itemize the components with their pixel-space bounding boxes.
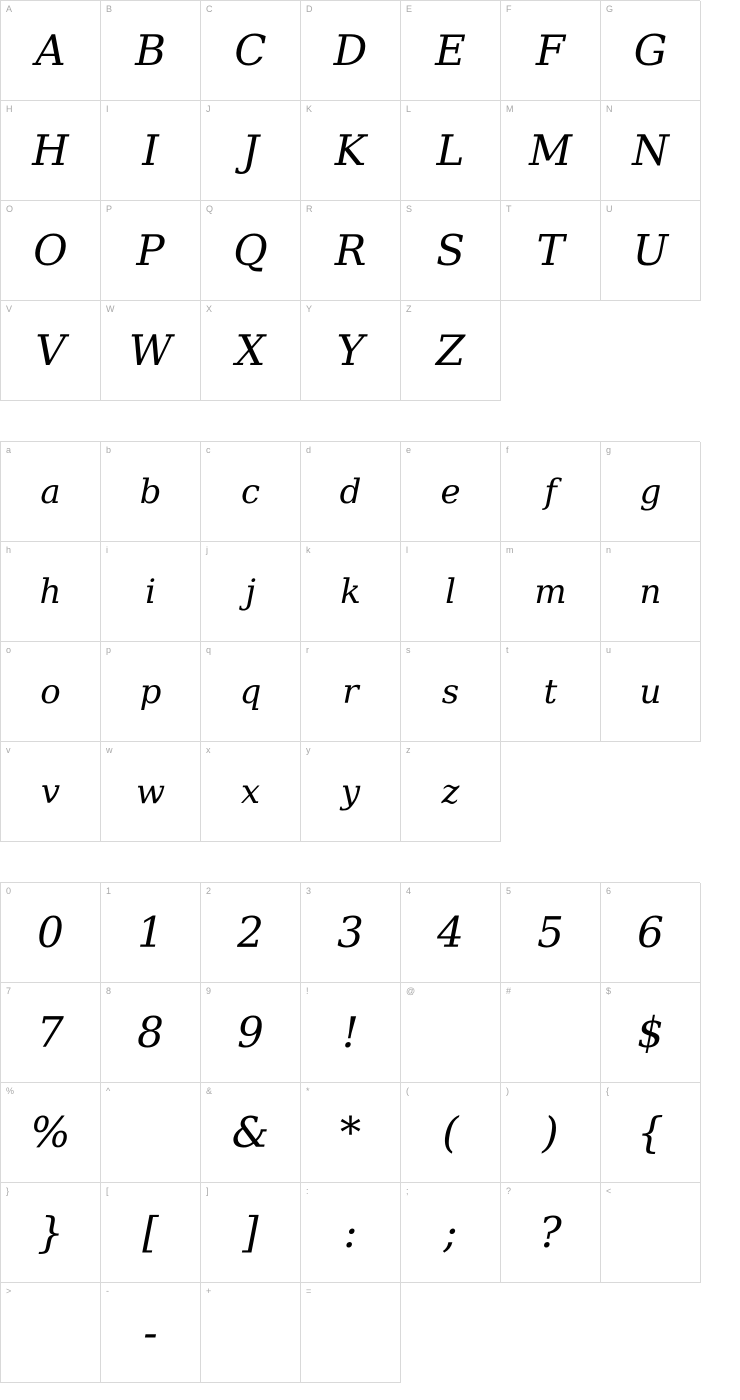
glyph-tag: i xyxy=(106,545,108,555)
glyph-cell[interactable] xyxy=(401,201,501,301)
glyph-tag: ? xyxy=(506,1186,512,1196)
glyph-cell[interactable] xyxy=(201,301,301,401)
glyph-cell[interactable] xyxy=(101,1083,201,1183)
glyph-tag: b xyxy=(106,445,112,455)
glyph-tag: t xyxy=(506,645,509,655)
glyph-tag: > xyxy=(6,1286,12,1296)
glyph-character: X xyxy=(235,325,266,375)
block-gap-1 xyxy=(0,401,700,441)
glyph-cell[interactable] xyxy=(401,101,501,201)
glyph-cell[interactable] xyxy=(301,1183,401,1283)
glyph-tag: T xyxy=(506,204,512,214)
glyph-character: w xyxy=(135,771,166,812)
glyph-tag: j xyxy=(206,545,208,555)
glyph-cell[interactable] xyxy=(201,883,301,983)
glyph-character: 2 xyxy=(237,907,264,957)
glyph-cell[interactable] xyxy=(301,1083,401,1183)
glyph-character: 6 xyxy=(637,907,664,957)
glyph-tag: 4 xyxy=(406,886,412,896)
glyph-cell[interactable] xyxy=(1,301,101,401)
glyph-tag: ) xyxy=(506,1086,509,1096)
glyph-cell[interactable] xyxy=(301,983,401,1083)
glyph-cell[interactable] xyxy=(201,542,301,642)
block-gap-2 xyxy=(0,842,700,882)
glyph-character: o xyxy=(40,671,61,712)
glyph-tag: Z xyxy=(406,304,412,314)
glyph-cell[interactable] xyxy=(301,542,401,642)
glyph-tag: 0 xyxy=(6,886,12,896)
glyph-cell[interactable] xyxy=(101,642,201,742)
glyph-cell[interactable] xyxy=(201,983,301,1083)
glyph-character: E xyxy=(435,25,466,75)
glyph-cell[interactable] xyxy=(501,1183,601,1283)
glyph-character: s xyxy=(441,671,460,712)
glyph-cell[interactable] xyxy=(101,742,201,842)
glyph-character: y xyxy=(340,771,361,812)
glyph-tag: d xyxy=(306,445,312,455)
glyph-character: V xyxy=(35,325,66,375)
glyph-character: h xyxy=(39,571,62,612)
glyph-character: 0 xyxy=(37,907,64,957)
glyph-tag: 6 xyxy=(606,886,612,896)
glyph-tag: O xyxy=(6,204,14,214)
glyph-tag: S xyxy=(406,204,413,214)
glyph-tag: G xyxy=(606,4,614,14)
glyph-character: d xyxy=(339,471,362,512)
glyph-cell[interactable] xyxy=(101,883,201,983)
glyph-tag: C xyxy=(206,4,213,14)
glyph-cell[interactable] xyxy=(501,983,601,1083)
glyph-character: ) xyxy=(542,1107,559,1157)
glyph-cell[interactable] xyxy=(101,1183,201,1283)
glyph-cell[interactable] xyxy=(301,642,401,742)
glyph-tag: Q xyxy=(206,204,214,214)
glyph-character: J xyxy=(242,125,259,175)
glyph-tag: N xyxy=(606,104,613,114)
glyph-cell[interactable] xyxy=(601,1083,701,1183)
glyph-tag: h xyxy=(6,545,12,555)
glyph-tag: D xyxy=(306,4,313,14)
glyph-character: [ xyxy=(142,1207,159,1257)
glyph-tag: a xyxy=(6,445,12,455)
glyph-tag: B xyxy=(106,4,113,14)
glyph-cell[interactable] xyxy=(301,201,401,301)
glyph-cell[interactable] xyxy=(201,442,301,542)
glyph-character: N xyxy=(632,125,669,175)
glyph-tag: ] xyxy=(206,1186,209,1196)
glyph-cell[interactable] xyxy=(1,101,101,201)
glyph-character: O xyxy=(33,225,68,275)
glyph-cell[interactable] xyxy=(401,542,501,642)
glyph-character: C xyxy=(234,25,267,75)
glyph-tag: F xyxy=(506,4,512,14)
glyph-tag: & xyxy=(206,1086,213,1096)
glyph-cell[interactable] xyxy=(401,301,501,401)
glyph-character: U xyxy=(632,225,669,275)
glyph-character: x xyxy=(240,771,261,812)
glyph-cell[interactable] xyxy=(1,542,101,642)
glyph-character: l xyxy=(445,571,456,612)
glyph-tag: A xyxy=(6,4,13,14)
glyph-tag: o xyxy=(6,645,12,655)
glyph-character: i xyxy=(145,571,156,612)
glyph-character: Z xyxy=(435,325,466,375)
glyph-tag: ! xyxy=(306,986,309,996)
glyph-cell[interactable] xyxy=(601,101,701,201)
glyph-cell[interactable] xyxy=(401,883,501,983)
glyph-cell[interactable] xyxy=(1,201,101,301)
glyph-tag: I xyxy=(106,104,109,114)
glyph-character: b xyxy=(139,471,162,512)
glyph-tag: r xyxy=(306,645,309,655)
glyph-tag: 8 xyxy=(106,986,112,996)
glyph-tag: - xyxy=(106,1286,109,1296)
glyph-cell[interactable] xyxy=(401,1183,501,1283)
glyph-tag: L xyxy=(406,104,412,114)
glyph-character: G xyxy=(633,25,668,75)
glyph-cell[interactable] xyxy=(301,301,401,401)
glyph-tag: } xyxy=(6,1186,10,1196)
glyph-tag: Y xyxy=(306,304,313,314)
glyph-tag: = xyxy=(306,1286,312,1296)
glyph-tag: W xyxy=(106,304,115,314)
glyph-cell[interactable] xyxy=(101,1,201,101)
glyph-tag: v xyxy=(6,745,11,755)
glyph-tag: $ xyxy=(606,986,612,996)
glyph-tag: 5 xyxy=(506,886,512,896)
glyph-tag: U xyxy=(606,204,613,214)
glyph-cell[interactable] xyxy=(101,101,201,201)
glyph-character: K xyxy=(334,125,367,175)
glyph-cell-empty xyxy=(401,1283,501,1383)
glyph-character: 5 xyxy=(537,907,564,957)
glyph-tag: ^ xyxy=(106,1086,111,1096)
glyph-cell[interactable] xyxy=(601,442,701,542)
glyph-cell[interactable] xyxy=(601,1,701,101)
glyph-cell[interactable] xyxy=(501,1083,601,1183)
glyph-character: 7 xyxy=(37,1007,64,1057)
glyph-cell[interactable] xyxy=(501,201,601,301)
glyph-tag: s xyxy=(406,645,411,655)
glyph-cell[interactable] xyxy=(301,1283,401,1383)
glyph-cell[interactable] xyxy=(101,542,201,642)
glyph-cell[interactable] xyxy=(501,883,601,983)
glyph-character: ( xyxy=(442,1107,459,1157)
glyph-tag: n xyxy=(606,545,612,555)
glyph-cell-empty xyxy=(501,301,601,401)
glyph-tag: M xyxy=(506,104,514,114)
glyph-character: m xyxy=(534,571,567,612)
glyph-cell[interactable] xyxy=(501,1,601,101)
glyph-cell[interactable] xyxy=(201,201,301,301)
glyph-tag: ( xyxy=(406,1086,409,1096)
glyph-cell[interactable] xyxy=(301,442,401,542)
glyph-cell[interactable] xyxy=(201,1183,301,1283)
glyph-cell[interactable] xyxy=(501,642,601,742)
glyph-cell[interactable] xyxy=(1,883,101,983)
glyph-tag: [ xyxy=(106,1186,109,1196)
glyph-tag: u xyxy=(606,645,612,655)
glyph-tag: { xyxy=(606,1086,610,1096)
glyph-character: a xyxy=(40,471,61,512)
glyph-character: f xyxy=(544,471,557,512)
glyph-character: ; xyxy=(443,1207,458,1257)
glyph-character: & xyxy=(231,1107,270,1157)
glyph-cell[interactable] xyxy=(1,442,101,542)
glyph-cell[interactable] xyxy=(1,983,101,1083)
glyph-cell[interactable] xyxy=(201,1083,301,1183)
glyph-character: g xyxy=(639,471,662,512)
glyph-tag: m xyxy=(506,545,514,555)
glyph-tag: z xyxy=(406,745,411,755)
glyph-cell[interactable] xyxy=(601,1183,701,1283)
glyph-character: ! xyxy=(342,1007,359,1057)
glyph-tag: J xyxy=(206,104,211,114)
glyph-tag: g xyxy=(606,445,612,455)
lowercase-block xyxy=(0,441,700,842)
glyph-character: Q xyxy=(233,225,268,275)
glyph-tag: R xyxy=(306,204,313,214)
glyph-tag: x xyxy=(206,745,211,755)
glyph-cell[interactable] xyxy=(601,201,701,301)
glyph-tag: k xyxy=(306,545,311,555)
glyph-cell[interactable] xyxy=(401,442,501,542)
glyph-character: } xyxy=(37,1207,64,1257)
glyph-character: { xyxy=(637,1107,664,1157)
glyph-cell[interactable] xyxy=(501,442,601,542)
glyph-cell[interactable] xyxy=(601,983,701,1083)
glyph-tag: * xyxy=(306,1086,310,1096)
glyph-character: k xyxy=(340,571,361,612)
glyph-tag: K xyxy=(306,104,313,114)
glyph-cell[interactable] xyxy=(301,883,401,983)
glyph-cell[interactable] xyxy=(301,742,401,842)
glyph-character: j xyxy=(245,571,256,612)
glyph-tag: p xyxy=(106,645,112,655)
glyph-cell[interactable] xyxy=(1,1083,101,1183)
glyph-character: p xyxy=(139,671,162,712)
glyph-character: 9 xyxy=(237,1007,264,1057)
glyph-character: $ xyxy=(637,1007,664,1057)
glyph-character: 4 xyxy=(437,907,464,957)
glyph-character: ] xyxy=(242,1207,259,1257)
glyph-tag: 2 xyxy=(206,886,212,896)
glyph-cell[interactable] xyxy=(101,201,201,301)
glyph-character: 8 xyxy=(137,1007,164,1057)
glyph-character: H xyxy=(32,125,69,175)
glyph-cell[interactable] xyxy=(101,983,201,1083)
glyph-cell[interactable] xyxy=(401,983,501,1083)
glyph-cell-empty xyxy=(601,1283,701,1383)
glyph-character: F xyxy=(535,25,566,75)
glyph-character: L xyxy=(436,125,465,175)
glyph-cell[interactable] xyxy=(101,442,201,542)
glyph-character: M xyxy=(528,125,572,175)
glyph-tag: c xyxy=(206,445,211,455)
glyph-character: u xyxy=(639,671,662,712)
glyph-cell[interactable] xyxy=(501,101,601,201)
glyph-tag: 1 xyxy=(106,886,112,896)
glyph-tag: : xyxy=(306,1186,309,1196)
glyph-tag: < xyxy=(606,1186,612,1196)
glyph-tag: H xyxy=(6,104,13,114)
uppercase-block xyxy=(0,0,700,401)
glyph-cell[interactable] xyxy=(1,642,101,742)
glyph-tag: X xyxy=(206,304,213,314)
glyph-tag: % xyxy=(6,1086,15,1096)
glyph-character: ? xyxy=(539,1207,562,1257)
glyph-tag: ; xyxy=(406,1186,409,1196)
glyph-tag: l xyxy=(406,545,408,555)
glyph-cell[interactable] xyxy=(401,742,501,842)
glyph-character: % xyxy=(30,1107,71,1157)
glyph-cell[interactable] xyxy=(201,742,301,842)
glyph-character: T xyxy=(536,225,565,275)
glyph-tag: e xyxy=(406,445,412,455)
glyph-cell[interactable] xyxy=(201,642,301,742)
glyph-tag: V xyxy=(6,304,13,314)
glyph-cell[interactable] xyxy=(1,1183,101,1283)
glyph-tag: + xyxy=(206,1286,212,1296)
glyph-cell[interactable] xyxy=(101,1283,201,1383)
glyph-character: A xyxy=(35,25,66,75)
glyph-character: D xyxy=(333,25,368,75)
glyph-cell[interactable] xyxy=(1,742,101,842)
glyph-character: S xyxy=(436,225,465,275)
glyph-cell-empty xyxy=(501,1283,601,1383)
glyph-tag: w xyxy=(106,745,113,755)
glyph-character: I xyxy=(142,125,159,175)
glyph-character: - xyxy=(143,1307,158,1357)
glyph-character: z xyxy=(441,771,460,812)
glyph-cell[interactable] xyxy=(201,101,301,201)
glyph-character: Y xyxy=(336,325,365,375)
glyph-character: q xyxy=(239,671,262,712)
glyph-tag: q xyxy=(206,645,212,655)
glyph-cell[interactable] xyxy=(301,101,401,201)
glyph-cell[interactable] xyxy=(501,542,601,642)
glyph-cell[interactable] xyxy=(1,1283,101,1383)
glyph-character: r xyxy=(342,671,359,712)
glyph-tag: 7 xyxy=(6,986,12,996)
glyph-character: : xyxy=(343,1207,358,1257)
glyph-cell[interactable] xyxy=(601,883,701,983)
glyph-tag: # xyxy=(506,986,512,996)
glyph-character: t xyxy=(543,671,558,712)
glyph-cell[interactable] xyxy=(401,1083,501,1183)
glyph-character: R xyxy=(334,225,367,275)
glyph-character: B xyxy=(135,25,166,75)
glyph-cell[interactable] xyxy=(201,1,301,101)
glyph-character: 1 xyxy=(137,907,164,957)
glyph-cell[interactable] xyxy=(401,1,501,101)
glyph-character: e xyxy=(440,471,461,512)
glyph-cell[interactable] xyxy=(301,1,401,101)
glyph-cell[interactable] xyxy=(601,542,701,642)
glyph-tag: 3 xyxy=(306,886,312,896)
symbols-block xyxy=(0,882,700,1383)
glyph-tag: 9 xyxy=(206,986,212,996)
glyph-tag: P xyxy=(106,204,113,214)
glyph-tag: @ xyxy=(406,986,416,996)
glyph-cell[interactable] xyxy=(601,642,701,742)
glyph-cell-empty xyxy=(501,742,601,842)
glyph-tag: E xyxy=(406,4,413,14)
glyph-character: 3 xyxy=(337,907,364,957)
glyph-character: P xyxy=(136,225,165,275)
glyph-character: c xyxy=(240,471,261,512)
glyph-character: n xyxy=(639,571,662,612)
glyph-cell[interactable] xyxy=(201,1283,301,1383)
glyph-cell[interactable] xyxy=(1,1,101,101)
glyph-tag: y xyxy=(306,745,311,755)
glyph-cell[interactable] xyxy=(401,642,501,742)
glyph-tag: f xyxy=(506,445,509,455)
glyph-cell[interactable] xyxy=(101,301,201,401)
glyph-character: v xyxy=(40,771,61,812)
glyph-character: W xyxy=(128,325,173,375)
glyph-character: * xyxy=(340,1107,361,1157)
